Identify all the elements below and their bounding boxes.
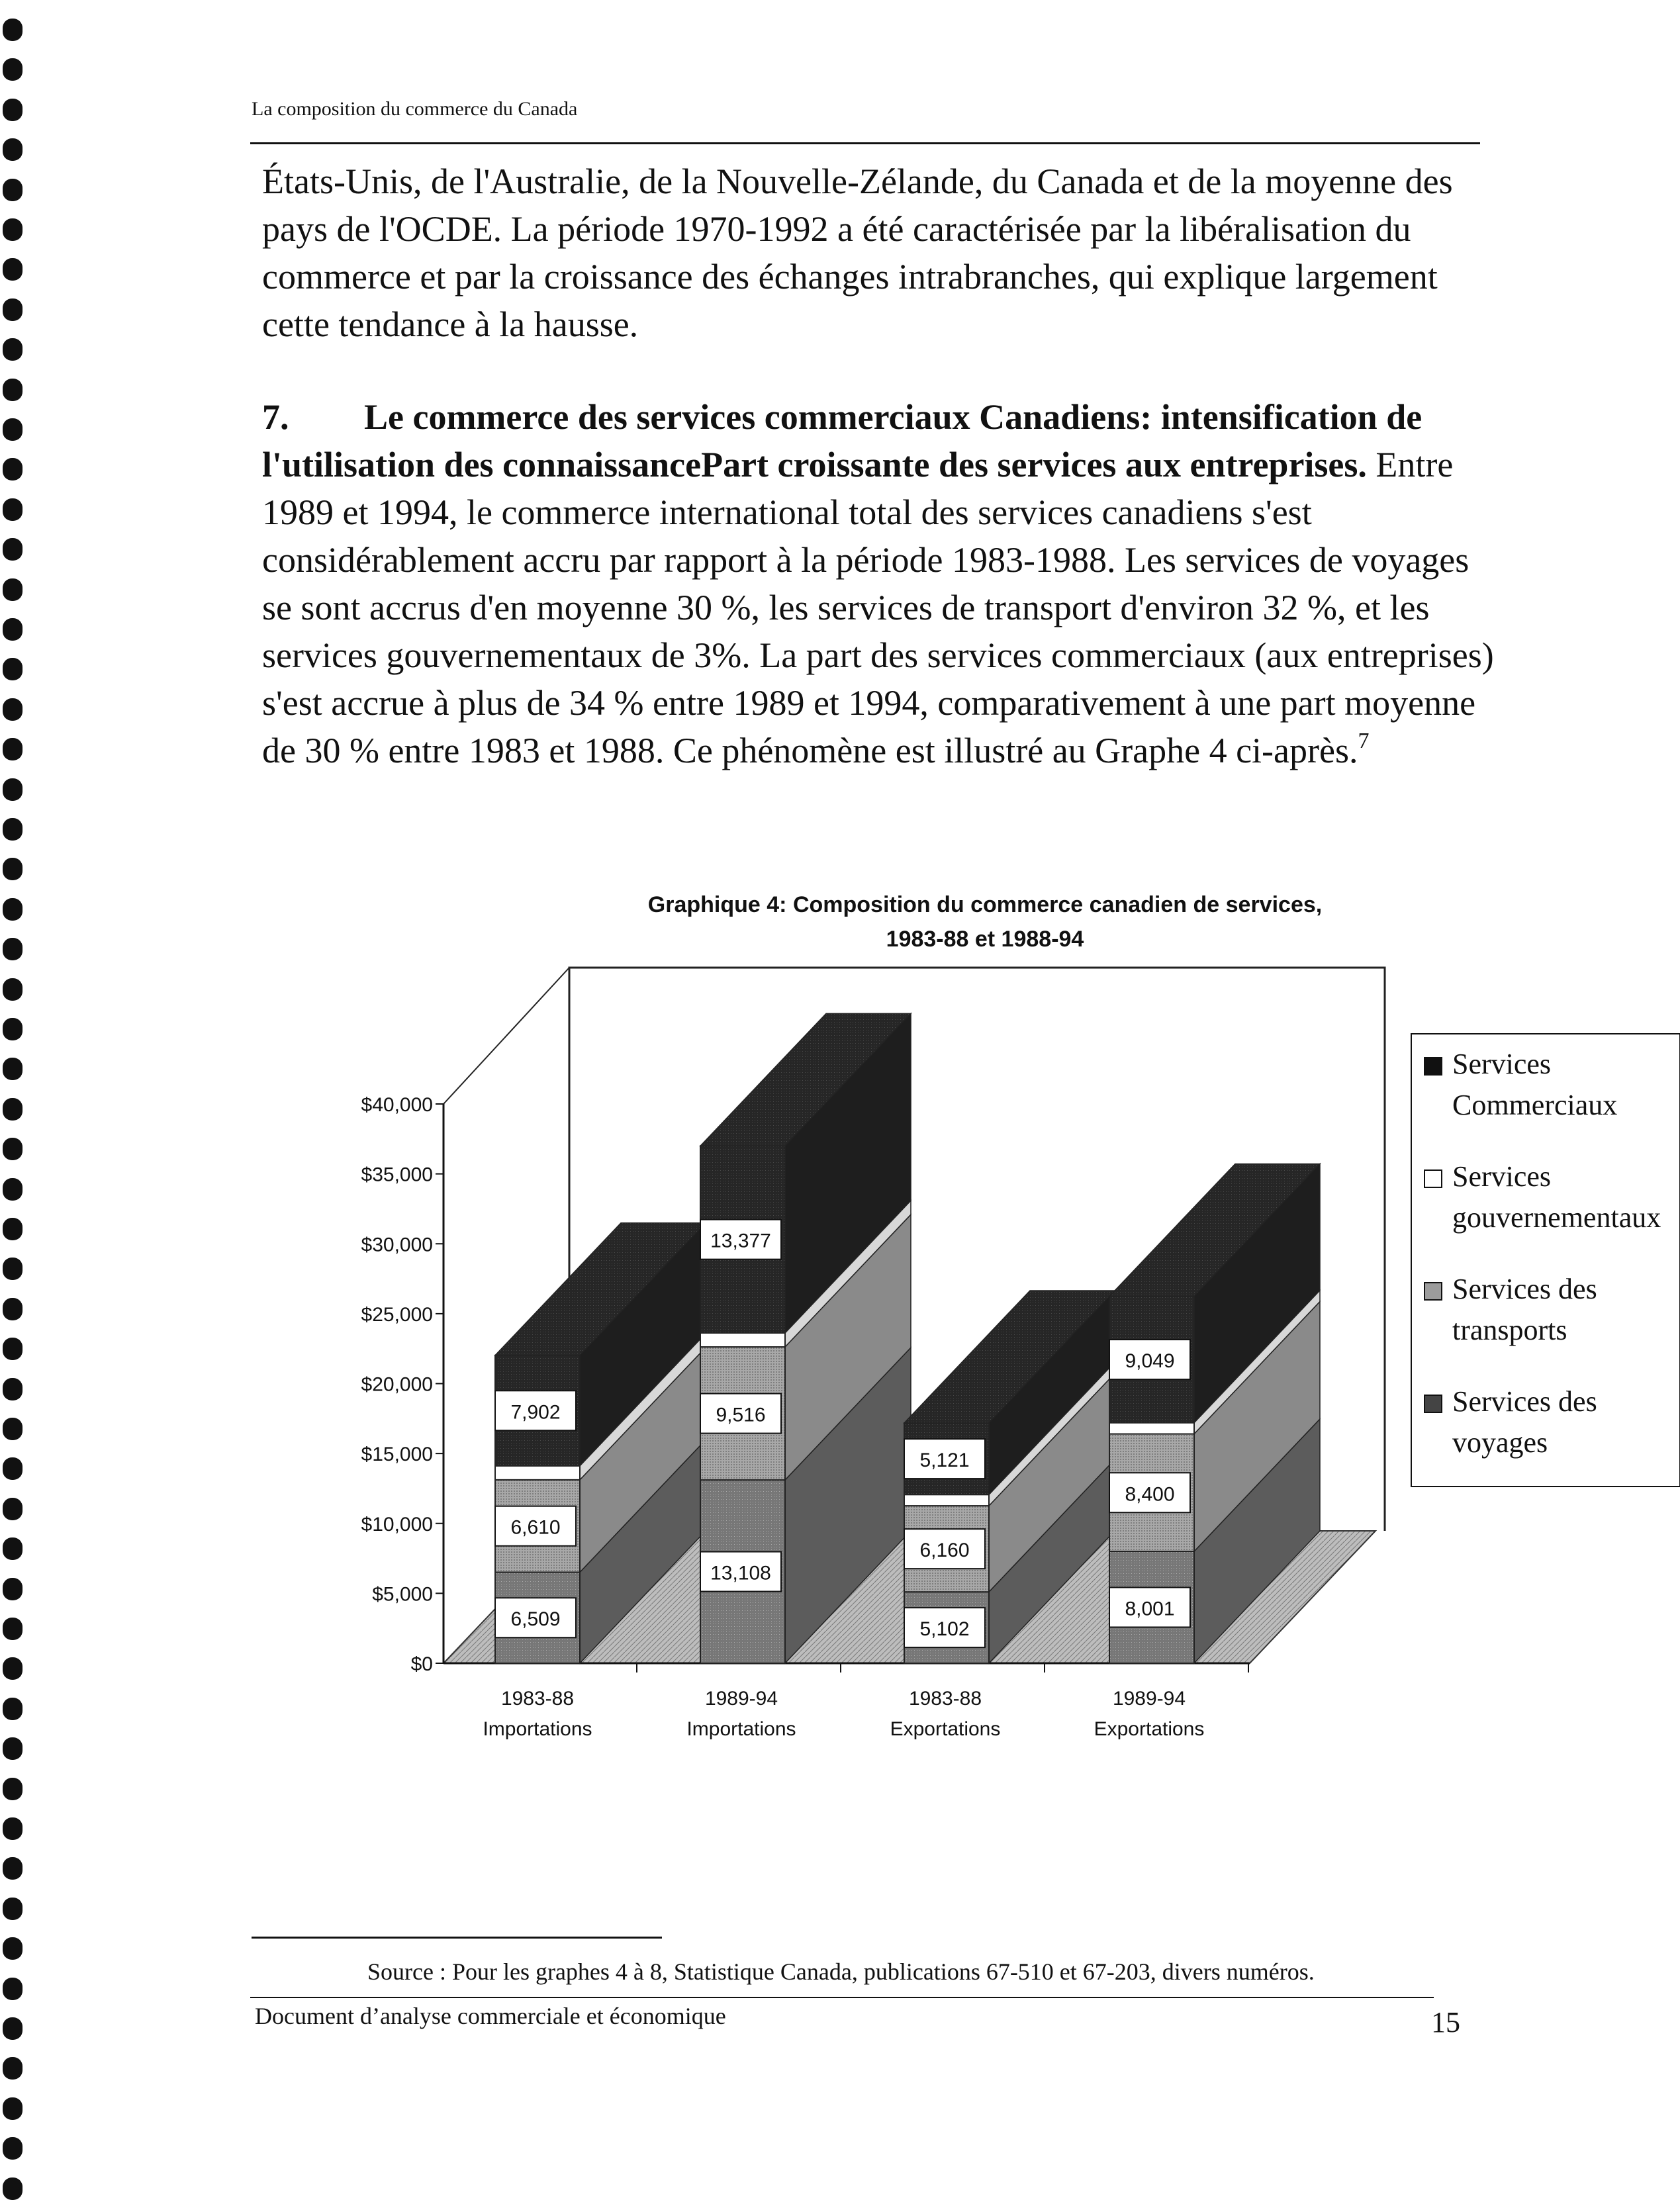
bar-segment [495, 1466, 580, 1480]
footer-rule [250, 1997, 1434, 1998]
legend-swatch [1424, 1283, 1442, 1300]
section-body: Entre 1989 et 1994, le commerce international total des services canadiens s'est considérablement accru par rapport à la période 1983-1988. Les services de voyages se sont accrus d'en moyenne 30 %, les services de transport d'environ 32 %, et les services gouvernementaux de 3%. La part des services commerciaux (aux entreprises) s'est accrue à plus de 34 % entre 1989 et 1994, comparativement à une part moyenne de 30 % entre 1983 et 1988. Ce phénomène est illustré au Graphe 4 ci-après. [262, 445, 1494, 770]
source-note: Source : Pour les graphes 4 à 8, Statistique Canada, publications 67-510 et 67-203, divers numéros. [367, 1958, 1315, 1985]
legend-label-line2: transports [1452, 1314, 1567, 1346]
data-label: 8,400 [1125, 1483, 1175, 1506]
legend-label-line2: gouvernementaux [1452, 1201, 1661, 1234]
y-tick-label: $40,000 [361, 1094, 433, 1116]
data-label: 6,160 [919, 1539, 970, 1562]
bar-segment [700, 1333, 785, 1347]
data-label: 5,121 [919, 1449, 970, 1472]
footnote-reference: 7 [1358, 729, 1370, 753]
y-tick-label: $15,000 [361, 1444, 433, 1466]
legend-label-line1: Services des [1452, 1273, 1597, 1305]
footer-title: Document d’analyse commerciale et économique [255, 2003, 726, 2029]
bar-segment [904, 1494, 989, 1506]
chart-subtitle: 1983-88 et 1988-94 [886, 927, 1084, 952]
x-category-name: Importations [686, 1718, 796, 1740]
y-tick-label: $30,000 [361, 1234, 433, 1256]
y-tick-label: $35,000 [361, 1164, 433, 1186]
page-number: 15 [1431, 2006, 1460, 2039]
x-category-year: 1983-88 [908, 1688, 982, 1710]
data-label: 9,049 [1125, 1350, 1175, 1373]
data-label: 7,902 [510, 1401, 561, 1424]
y-tick-label: $25,000 [361, 1303, 433, 1326]
x-category-name: Exportations [890, 1718, 1001, 1740]
bar-segment [1109, 1423, 1194, 1434]
data-label: 13,377 [710, 1230, 771, 1252]
chart-title: Graphique 4: Composition du commerce canadien de services, [647, 892, 1323, 917]
data-label: 6,610 [510, 1516, 561, 1539]
depth-edge [443, 968, 569, 1104]
legend-label-line2: Commerciaux [1452, 1089, 1618, 1121]
y-tick-label: $5,000 [372, 1583, 433, 1606]
data-label: 9,516 [716, 1404, 766, 1426]
y-tick-label: $20,000 [361, 1373, 433, 1396]
y-tick-label: $10,000 [361, 1513, 433, 1535]
x-category-name: Exportations [1094, 1718, 1205, 1740]
legend-swatch [1424, 1058, 1442, 1075]
y-tick-label: $0 [410, 1653, 433, 1675]
running-header: La composition du commerce du Canada [252, 98, 578, 120]
chart-legend [1411, 1034, 1680, 1487]
data-label: 5,102 [919, 1618, 970, 1641]
legend-label-line1: Services des [1452, 1385, 1597, 1418]
x-category-name: Importations [483, 1718, 592, 1740]
legend-swatch [1424, 1395, 1442, 1412]
section-number: 7. [262, 397, 289, 437]
x-axis-categories [483, 1663, 1248, 1740]
x-category-year: 1989-94 [1112, 1688, 1186, 1710]
data-label: 8,001 [1125, 1598, 1175, 1620]
legend-label-line2: voyages [1452, 1426, 1548, 1459]
legend-label-line1: Services [1452, 1048, 1552, 1080]
footnote-rule [252, 1937, 662, 1939]
legend-label-line1: Services [1452, 1160, 1552, 1193]
data-label: 13,108 [710, 1562, 771, 1584]
x-category-year: 1989-94 [704, 1688, 778, 1710]
paragraph-intro: États-Unis, de l'Australie, de la Nouvelle-Zélande, du Canada et de la moyenne des pays de l'OCDE. La période 1970-1992 a été caractérisée par la libéralisation du commerce et par la croissance des échanges intrabranches, qui explique largement cette tendance à la hausse. [262, 161, 1453, 344]
legend-swatch [1424, 1170, 1442, 1187]
x-category-year: 1983-88 [500, 1688, 575, 1710]
section-title: Le commerce des services commerciaux Canadiens: intensification de l'utilisation des connaissancePart croissante des services aux entreprises. [262, 397, 1423, 484]
data-label: 6,509 [510, 1608, 561, 1631]
